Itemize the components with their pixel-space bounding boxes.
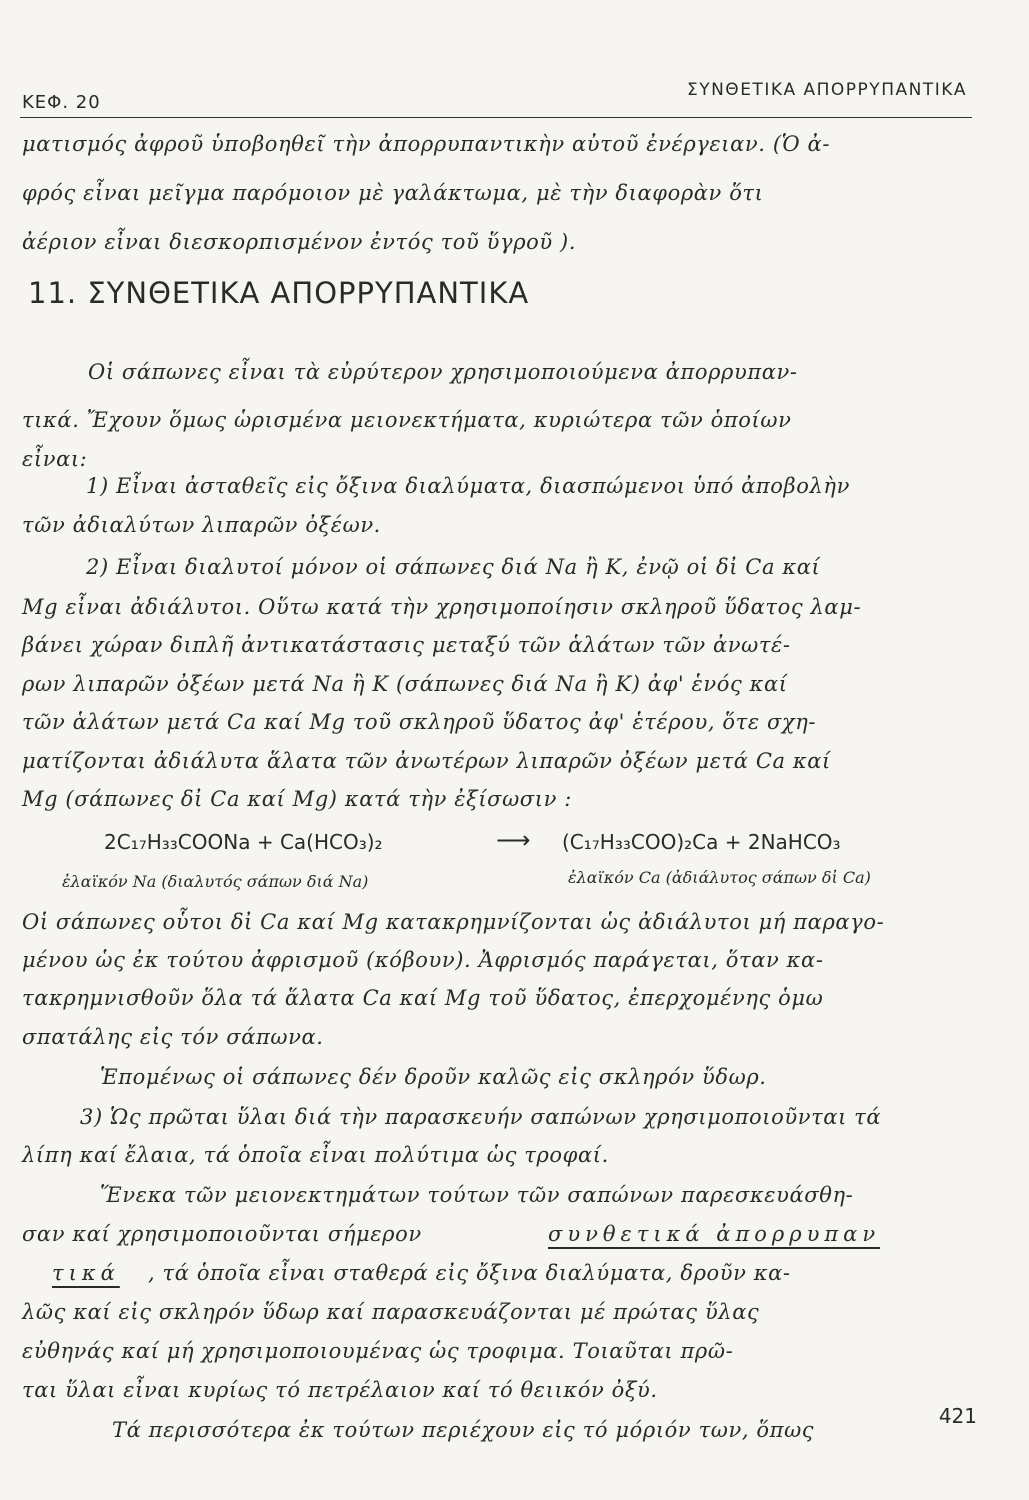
text-line: τικά. Ἔχουν ὅμως ὡρισμένα μειονεκτήματα, κυριώτερα τῶν ὁποίων: [22, 408, 792, 432]
section-title: 11. ΣΥΝΘΕΤΙΚΑ ΑΠΟΡΡΥΠΑΝΤΙΚΑ: [28, 276, 530, 310]
text-line: ται ὕλαι εἶναι κυρίως τό πετρέλαιον καί τό θειικόν ὀξύ.: [22, 1378, 658, 1402]
equation-right: (C₁₇H₃₃COO)₂Ca + 2NaHCO₃: [562, 830, 841, 854]
text-line: ρων λιπαρῶν ὀξέων μετά Na ἢ K (σάπωνες διά Na ἢ K) ἀφ' ἑνός καί: [22, 672, 788, 696]
reaction-arrow-icon: ⟶: [496, 826, 531, 854]
text-line: εἶναι:: [22, 447, 88, 471]
text-line: σαν καί χρησιμοποιοῦνται σήμερον: [22, 1222, 422, 1246]
text-line: Οἱ σάπωνες εἶναι τὰ εὐρύτερον χρησιμοποιούμενα ἀπορρυπαν-: [88, 360, 798, 384]
text-line: φρός εἶναι μεῖγμα παρόμοιον μὲ γαλάκτωμα, μὲ τὴν διαφορὰν ὅτι: [22, 181, 764, 205]
text-line: λίπη καί ἔλαια, τά ὁποῖα εἶναι πολύτιμα ὡς τροφαί.: [22, 1143, 609, 1167]
text-line: Ἕνεκα τῶν μειονεκτημάτων τούτων τῶν σαπώνων παρεσκευάσθη-: [100, 1183, 854, 1207]
text-line: τακρημνισθοῦν ὅλα τά ἅλατα Ca καί Mg τοῦ ὕδατος, ἐπερχομένης ὁμω: [22, 986, 824, 1010]
text-line: εὐθηνάς καί μή χρησιμοποιουμένας ὡς τροφιμα. Τοιαῦται πρῶ-: [22, 1339, 734, 1363]
emphasized-term-continued: τικά: [52, 1261, 120, 1285]
text-line: Τά περισσότερα ἐκ τούτων περιέχουν εἰς τό μόριόν των, ὅπως: [112, 1418, 815, 1442]
page-number: 421: [938, 1404, 977, 1428]
equation-right-caption: ἐλαϊκόν Ca (ἀδιάλυτος σάπων δἰ Ca): [568, 868, 871, 887]
text-line: ἀέριον εἶναι διεσκορπισμένον ἐντός τοῦ ὕγροῦ ).: [22, 230, 577, 254]
text-line: Mg (σάπωνες δἰ Ca καί Mg) κατά τὴν ἐξίσωσιν :: [22, 787, 572, 811]
equation-left-caption: ἐλαϊκόν Na (διαλυτός σάπων διά Na): [62, 872, 369, 891]
text-line: ματισμός ἀφροῦ ὑποβοηθεῖ τὴν ἀπορρυπαντικὴν αὐτοῦ ἐνέργειαν. (Ὁ ἀ-: [22, 132, 831, 156]
emphasized-term: συνθετικά ἀπορρυπαν: [548, 1222, 881, 1246]
text-line: σπατάλης εἰς τόν σάπωνα.: [22, 1025, 324, 1049]
text-line: λῶς καί εἰς σκληρόν ὕδωρ καί παρασκευάζονται μέ πρώτας ὕλας: [22, 1300, 760, 1324]
text-line: Οἱ σάπωνες οὗτοι δἰ Ca καί Mg κατακρημνίζονται ὡς ἀδιάλυτοι μή παραγο-: [22, 910, 885, 934]
chapter-label: ΚΕΦ. 20: [22, 92, 101, 113]
text-line: Mg εἶναι ἀδιάλυτοι. Οὕτω κατά τὴν χρησιμοποίησιν σκληροῦ ὕδατος λαμ-: [22, 595, 862, 619]
text-line: ματίζονται ἀδιάλυτα ἅλατα τῶν ἀνωτέρων λιπαρῶν ὀξέων μετά Ca καί: [22, 749, 831, 773]
text-line: Ἑπομένως οἱ σάπωνες δέν δροῦν καλῶς εἰς σκληρόν ὕδωρ.: [100, 1065, 767, 1089]
text-line: 3) Ὡς πρῶται ὕλαι διά τὴν παρασκευήν σαπώνων χρησιμοποιοῦνται τά: [80, 1105, 882, 1129]
text-line: τῶν ἁλάτων μετά Ca καί Mg τοῦ σκληροῦ ὕδατος ἀφ' ἑτέρου, ὅτε σχη-: [22, 710, 817, 734]
equation-left: 2C₁₇H₃₃COONa + Ca(HCO₃)₂: [104, 830, 383, 854]
header-rule: [20, 117, 972, 118]
text-line: , τά ὁποῖα εἶναι σταθερά εἰς ὄξινα διαλύματα, δροῦν κα-: [148, 1261, 791, 1285]
text-line: 1) Εἶναι ἀσταθεῖς εἰς ὄξινα διαλύματα, διασπώμενοι ὑπό ἀποβολὴν: [86, 474, 850, 498]
text-line: βάνει χώραν διπλῆ ἀντικατάστασις μεταξύ τῶν ἁλάτων τῶν ἀνωτέ-: [22, 633, 791, 657]
running-title: ΣΥΝΘΕΤΙΚΑ ΑΠΟΡΡΥΠΑΝΤΙΚΑ: [686, 80, 967, 100]
text-line: μένου ὡς ἐκ τούτου ἀφρισμοῦ (κόβουν). Ἀφρισμός παράγεται, ὅταν κα-: [22, 948, 824, 972]
text-line: 2) Εἶναι διαλυτοί μόνον οἱ σάπωνες διά Na ἢ K, ἐνῷ οἱ δἰ Ca καί: [86, 555, 821, 579]
text-line: τῶν ἀδιαλύτων λιπαρῶν ὀξέων.: [22, 513, 381, 537]
